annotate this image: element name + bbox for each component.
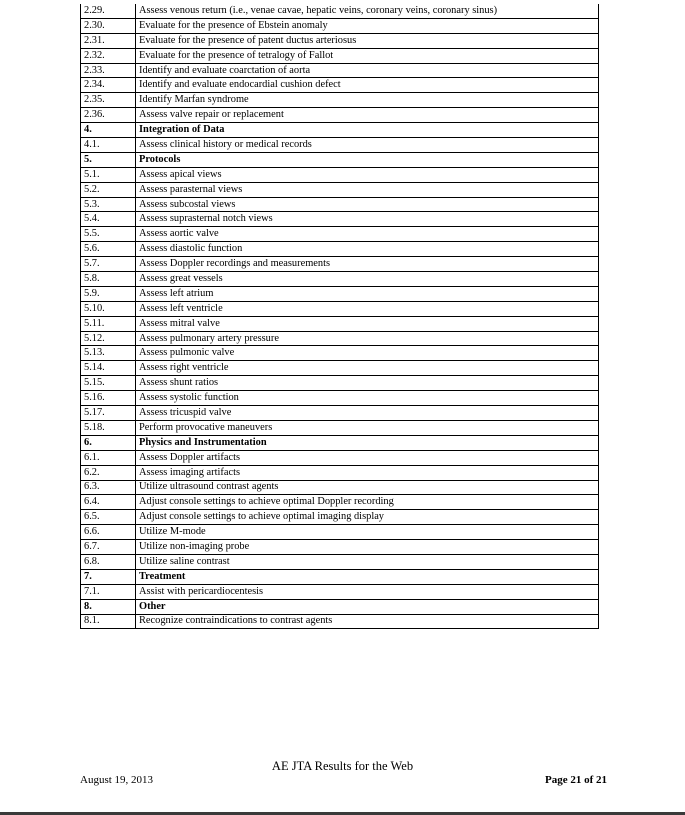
row-number: 5.17. [81, 406, 136, 421]
row-number: 5.10. [81, 301, 136, 316]
task-description: Assess aortic valve [136, 227, 599, 242]
task-table [80, 4, 599, 629]
task-description: Identify Marfan syndrome [136, 93, 599, 108]
section-row [81, 569, 599, 584]
row-number: 5.9. [81, 286, 136, 301]
section-row [81, 152, 599, 167]
task-description: Assess left atrium [136, 286, 599, 301]
task-row [81, 406, 599, 421]
task-row [81, 197, 599, 212]
task-row [81, 18, 599, 33]
row-number: 6.7. [81, 540, 136, 555]
row-number: 5.3. [81, 197, 136, 212]
task-row [81, 346, 599, 361]
row-number: 6. [81, 435, 136, 450]
task-row [81, 63, 599, 78]
task-description: Perform provocative maneuvers [136, 420, 599, 435]
row-number: 5.11. [81, 316, 136, 331]
task-row [81, 286, 599, 301]
row-number: 2.30. [81, 18, 136, 33]
row-number: 5.7. [81, 257, 136, 272]
footer-date: August 19, 2013 [80, 774, 154, 786]
task-row [81, 272, 599, 287]
task-row [81, 242, 599, 257]
task-description: Assess mitral valve [136, 316, 599, 331]
task-description: Utilize M-mode [136, 525, 599, 540]
task-description: Assess great vessels [136, 272, 599, 287]
task-row [81, 525, 599, 540]
task-description: Assess valve repair or replacement [136, 108, 599, 123]
task-row [81, 376, 599, 391]
task-row [81, 391, 599, 406]
task-row [81, 48, 599, 63]
task-row [81, 212, 599, 227]
section-row [81, 123, 599, 138]
row-number: 6.6. [81, 525, 136, 540]
task-row [81, 331, 599, 346]
section-title: Protocols [136, 152, 599, 167]
row-number: 5.12. [81, 331, 136, 346]
row-number: 5.8. [81, 272, 136, 287]
task-row [81, 78, 599, 93]
task-description: Assess right ventricle [136, 361, 599, 376]
row-number: 5.1. [81, 167, 136, 182]
task-description: Adjust console settings to achieve optimal Doppler recording [136, 495, 599, 510]
task-row [81, 182, 599, 197]
task-table-body [81, 4, 599, 629]
task-row [81, 465, 599, 480]
task-row [81, 227, 599, 242]
task-description: Adjust console settings to achieve optimal imaging display [136, 510, 599, 525]
task-row [81, 510, 599, 525]
section-title: Other [136, 599, 599, 614]
task-row [81, 138, 599, 153]
task-description: Evaluate for the presence of tetralogy of Fallot [136, 48, 599, 63]
task-description: Utilize ultrasound contrast agents [136, 480, 599, 495]
row-number: 5.13. [81, 346, 136, 361]
row-number: 7.1. [81, 584, 136, 599]
row-number: 6.1. [81, 450, 136, 465]
row-number: 6.4. [81, 495, 136, 510]
row-number: 2.36. [81, 108, 136, 123]
task-row [81, 584, 599, 599]
row-number: 8. [81, 599, 136, 614]
row-number: 2.35. [81, 93, 136, 108]
task-row [81, 4, 599, 18]
task-row [81, 301, 599, 316]
task-row [81, 554, 599, 569]
task-description: Assess systolic function [136, 391, 599, 406]
row-number: 2.29. [81, 4, 136, 18]
task-row [81, 33, 599, 48]
task-description: Assess tricuspid valve [136, 406, 599, 421]
task-description: Assess pulmonary artery pressure [136, 331, 599, 346]
task-description: Assess parasternal views [136, 182, 599, 197]
row-number: 5.5. [81, 227, 136, 242]
section-row [81, 435, 599, 450]
task-row [81, 108, 599, 123]
row-number: 8.1. [81, 614, 136, 629]
task-description: Evaluate for the presence of Ebstein anomaly [136, 18, 599, 33]
task-row [81, 167, 599, 182]
task-row [81, 316, 599, 331]
row-number: 6.5. [81, 510, 136, 525]
section-title: Physics and Instrumentation [136, 435, 599, 450]
row-number: 5.16. [81, 391, 136, 406]
task-row [81, 93, 599, 108]
task-row [81, 361, 599, 376]
task-description: Assess Doppler artifacts [136, 450, 599, 465]
task-description: Utilize saline contrast [136, 554, 599, 569]
row-number: 5.6. [81, 242, 136, 257]
row-number: 5.2. [81, 182, 136, 197]
task-row [81, 614, 599, 629]
row-number: 2.33. [81, 63, 136, 78]
task-description: Assess subcostal views [136, 197, 599, 212]
row-number: 2.31. [81, 33, 136, 48]
footer-title: AE JTA Results for the Web [271, 759, 414, 773]
task-description: Utilize non-imaging probe [136, 540, 599, 555]
task-description: Assess clinical history or medical records [136, 138, 599, 153]
row-number: 2.34. [81, 78, 136, 93]
task-description: Assess shunt ratios [136, 376, 599, 391]
task-description: Assess pulmonic valve [136, 346, 599, 361]
task-description: Identify and evaluate endocardial cushion defect [136, 78, 599, 93]
row-number: 5.18. [81, 420, 136, 435]
task-row [81, 495, 599, 510]
task-description: Assess diastolic function [136, 242, 599, 257]
task-description: Assess Doppler recordings and measurements [136, 257, 599, 272]
task-row [81, 257, 599, 272]
row-number: 7. [81, 569, 136, 584]
task-row [81, 540, 599, 555]
section-title: Integration of Data [136, 123, 599, 138]
row-number: 5.14. [81, 361, 136, 376]
task-description: Assess venous return (i.e., venae cavae, hepatic veins, coronary veins, coronary sinus) [136, 4, 599, 18]
task-description: Assess imaging artifacts [136, 465, 599, 480]
task-description: Assess left ventricle [136, 301, 599, 316]
task-description: Assess suprasternal notch views [136, 212, 599, 227]
row-number: 4.1. [81, 138, 136, 153]
row-number: 6.3. [81, 480, 136, 495]
section-title: Treatment [136, 569, 599, 584]
task-row [81, 450, 599, 465]
row-number: 4. [81, 123, 136, 138]
task-row [81, 480, 599, 495]
task-description: Assist with pericardiocentesis [136, 584, 599, 599]
task-description: Evaluate for the presence of patent ductus arteriosus [136, 33, 599, 48]
row-number: 5.4. [81, 212, 136, 227]
row-number: 5.15. [81, 376, 136, 391]
task-description: Identify and evaluate coarctation of aorta [136, 63, 599, 78]
task-description: Assess apical views [136, 167, 599, 182]
row-number: 2.32. [81, 48, 136, 63]
task-row [81, 420, 599, 435]
row-number: 5. [81, 152, 136, 167]
section-row [81, 599, 599, 614]
footer-page-number: Page 21 of 21 [544, 774, 607, 786]
row-number: 6.8. [81, 554, 136, 569]
task-description: Recognize contraindications to contrast agents [136, 614, 599, 629]
row-number: 6.2. [81, 465, 136, 480]
